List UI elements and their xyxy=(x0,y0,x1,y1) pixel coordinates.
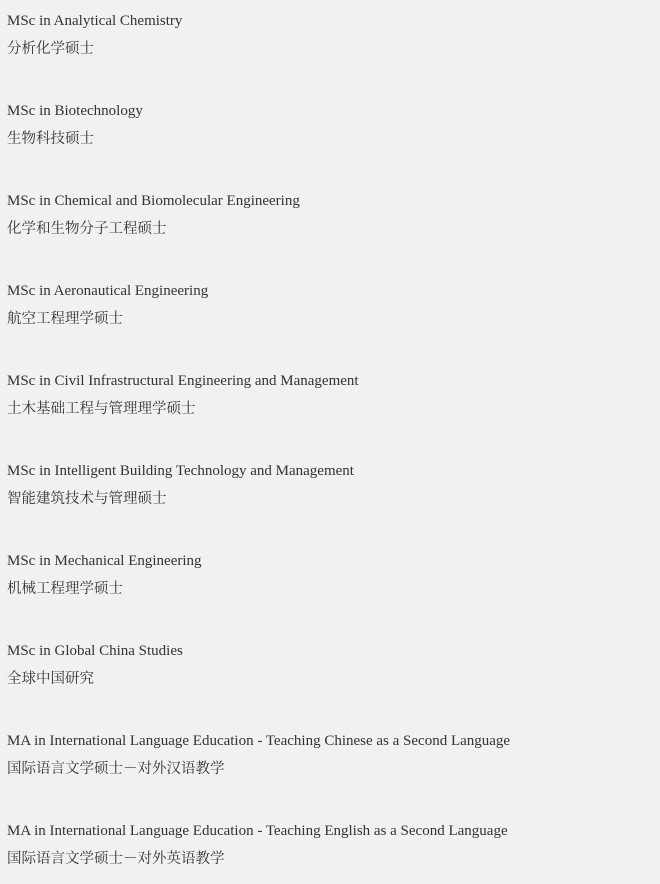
program-english-name: MSc in Intelligent Building Technology and Management xyxy=(7,463,354,479)
program-item xyxy=(7,730,647,780)
program-item xyxy=(7,550,647,600)
program-chinese-name: 国际语言文学硕士－对外英语教学 xyxy=(7,851,225,867)
program-english-name: MSc in Biotechnology xyxy=(7,103,143,119)
program-item xyxy=(7,640,647,690)
program-item xyxy=(7,370,647,420)
program-english-name: MSc in Analytical Chemistry xyxy=(7,13,183,29)
program-chinese-name: 智能建筑技术与管理硕士 xyxy=(7,491,167,507)
program-english-name: MA in International Language Education - Teaching Chinese as a Second Language xyxy=(7,733,511,749)
program-item xyxy=(7,10,647,60)
program-item xyxy=(7,100,647,150)
program-item xyxy=(7,190,647,240)
program-chinese-name: 生物科技硕士 xyxy=(7,131,94,147)
program-english-name: MSc in Aeronautical Engineering xyxy=(7,283,209,299)
program-chinese-name: 化学和生物分子工程硕士 xyxy=(7,221,167,237)
program-chinese-name: 分析化学硕士 xyxy=(7,41,94,57)
program-chinese-name: 机械工程理学硕士 xyxy=(7,581,123,597)
program-chinese-name: 国际语言文学硕士－对外汉语教学 xyxy=(7,761,225,777)
program-item xyxy=(7,280,647,330)
program-item xyxy=(7,460,647,510)
program-chinese-name: 土木基础工程与管理理学硕士 xyxy=(7,401,196,417)
program-english-name: MSc in Global China Studies xyxy=(7,643,183,659)
program-english-name: MSc in Chemical and Biomolecular Engineering xyxy=(7,193,300,209)
program-item xyxy=(7,820,647,870)
program-chinese-name: 航空工程理学硕士 xyxy=(7,311,123,327)
program-english-name: MSc in Mechanical Engineering xyxy=(7,553,202,569)
program-english-name: MSc in Civil Infrastructural Engineering and Management xyxy=(7,373,359,389)
program-english-name: MA in International Language Education - Teaching English as a Second Language xyxy=(7,823,508,839)
program-chinese-name: 全球中国研究 xyxy=(7,671,94,687)
